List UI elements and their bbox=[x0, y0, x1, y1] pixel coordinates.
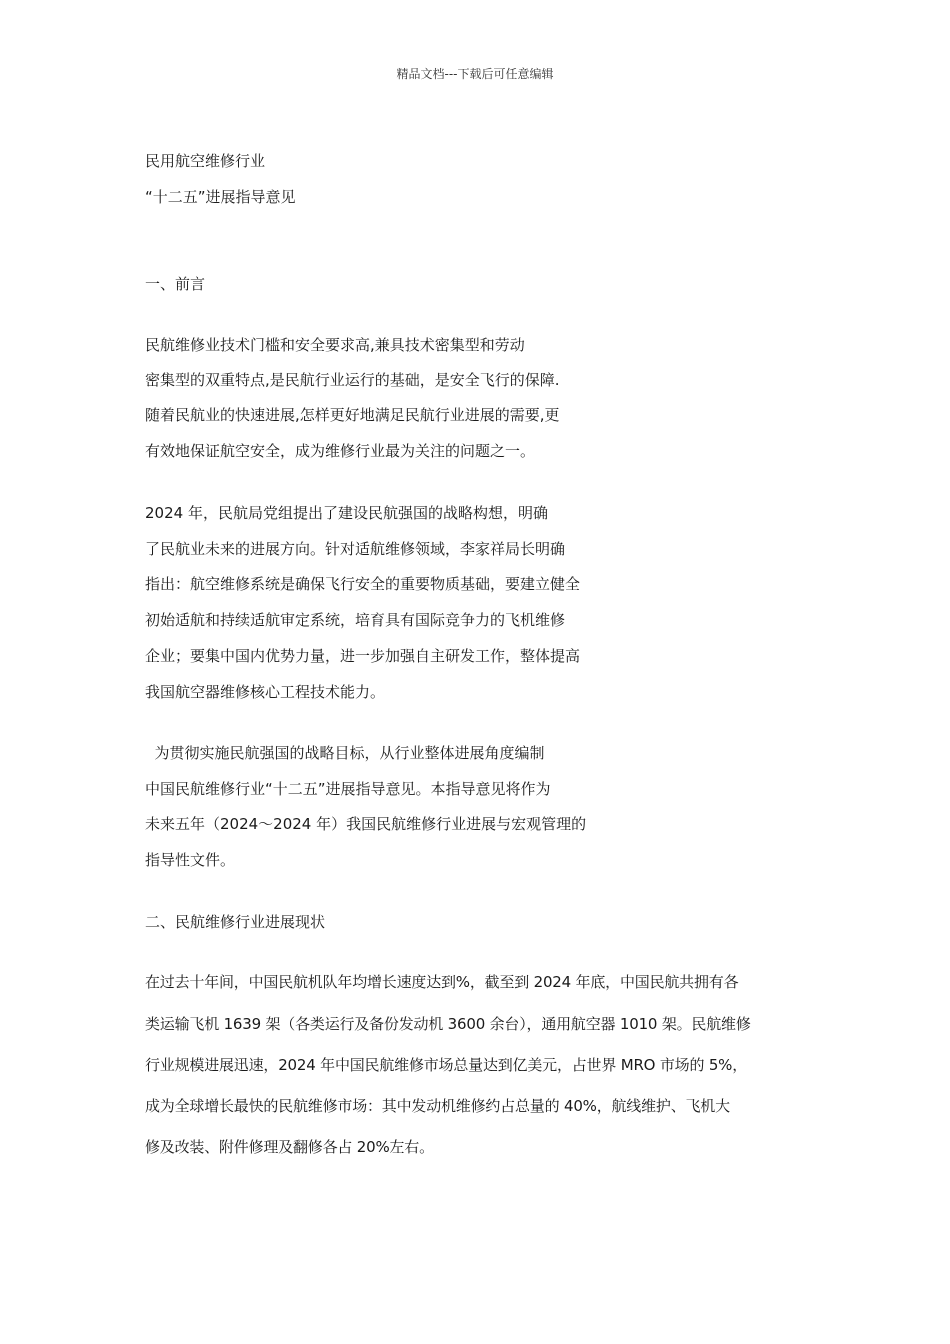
section2-para1-line: 修及改装、附件修理及翻修各占 20%左右。 bbox=[145, 1138, 434, 1156]
section2-para1-line: 成为全球增长最快的民航维修市场：其中发动机维修约占总量的 40%，航线维护、飞机大 bbox=[145, 1097, 730, 1115]
section2-para1-line: 类运输飞机 1639 架（各类运行及备份发动机 3600 余台），通用航空器 1010 架。民航维修 bbox=[145, 1015, 751, 1033]
section1-para1-line: 有效地保证航空安全，成为维修行业最为关注的问题之一。 bbox=[145, 442, 536, 460]
section1-para1-line: 随着民航业的快速进展,怎样更好地满足民航行业进展的需要,更 bbox=[145, 406, 560, 424]
doc-title-line-2: “十二五”进展指导意见 bbox=[145, 188, 296, 206]
section1-para3-line: 为贯彻实施民航强国的战略目标，从行业整体进展角度编制 bbox=[145, 744, 545, 762]
section1-para3-line: 中国民航维修行业“十二五”进展指导意见。本指导意见将作为 bbox=[145, 780, 551, 798]
section1-para1-line: 密集型的双重特点,是民航行业运行的基础，是安全飞行的保障. bbox=[145, 371, 560, 389]
section1-para3-line: 未来五年（2024～2024 年）我国民航维修行业进展与宏观管理的 bbox=[145, 815, 587, 833]
section1-para2-line: 2024 年，民航局党组提出了建设民航强国的战略构想，明确 bbox=[145, 504, 548, 522]
page-header: 精品文档---下载后可任意编辑 bbox=[396, 67, 554, 81]
section1-para2-line: 企业；要集中国内优势力量，进一步加强自主研发工作，整体提高 bbox=[145, 647, 581, 665]
section1-para3-line: 指导性文件。 bbox=[145, 851, 236, 869]
section1-heading: 一、前言 bbox=[145, 275, 206, 293]
section1-para2-line: 指出：航空维修系统是确保飞行安全的重要物质基础，要建立健全 bbox=[145, 575, 581, 593]
section2-para1-line: 行业规模进展迅速，2024 年中国民航维修市场总量达到亿美元，占世界 MRO 市场的 5%， bbox=[145, 1056, 748, 1074]
section2-heading: 二、民航维修行业进展现状 bbox=[145, 913, 326, 931]
section1-para2-line: 初始适航和持续适航审定系统，培育具有国际竞争力的飞机维修 bbox=[145, 611, 566, 629]
section1-para1-line: 民航维修业技术门槛和安全要求高,兼具技术密集型和劳动 bbox=[145, 336, 525, 354]
section1-para2-line: 我国航空器维修核心工程技术能力。 bbox=[145, 683, 386, 701]
section1-para2-line: 了民航业未来的进展方向。针对适航维修领域，李家祥局长明确 bbox=[145, 540, 566, 558]
section2-para1-line: 在过去十年间，中国民航机队年均增长速度达到%，截至到 2024 年底，中国民航共拥有各 bbox=[145, 973, 739, 991]
doc-title-line-1: 民用航空维修行业 bbox=[145, 152, 266, 170]
